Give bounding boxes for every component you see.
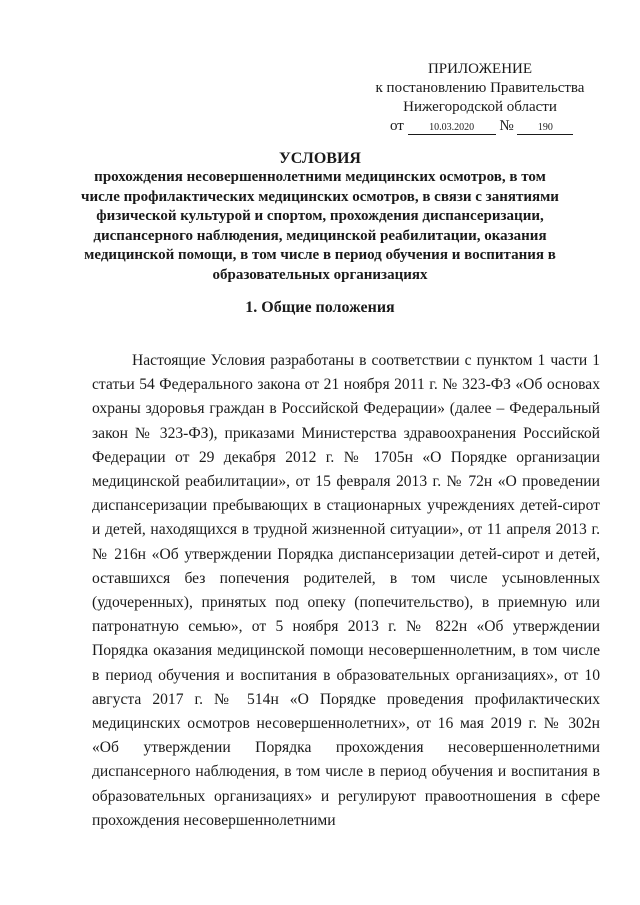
from-label: от bbox=[390, 118, 404, 134]
resolution-number: 190 bbox=[517, 122, 573, 135]
section-heading: 1. Общие положения bbox=[245, 299, 395, 316]
appendix-heading: ПРИЛОЖЕНИЕ bbox=[427, 61, 533, 77]
appendix-region-line: Нижегородской области bbox=[403, 99, 557, 115]
appendix-resolution-line: к постановлению Правительства bbox=[375, 80, 585, 96]
document-title: УСЛОВИЯ bbox=[279, 150, 361, 167]
resolution-date: 10.03.2020 bbox=[408, 122, 496, 135]
body-paragraph: Настоящие Условия разработаны в соответствии с пунктом 1 части 1 статьи 54 Федерального закона от 21 ноября 2011 г. № 323-ФЗ «Об основах охраны здоровья граждан в Российской Федерации» (далее – Федеральный закон № 323-ФЗ), приказами Министерства здравоохранения Российской Федерации от 29 декабря 2012 г. № 1705н «О Порядке организации медицинской реабилитации», от 15 февраля 2013 г. № 72н «О проведении диспансеризации пребывающих в стационарных учреждениях детей-сирот и детей, находящихся в трудной жизненной ситуации», от 11 апреля 2013 г. № 216н «Об утверждении Порядка диспансеризации детей-сирот и детей, оставшихся без попечения родителей, в том числе усыновленных (удочеренных), принятых под опеку (попечительство), в приемную или патронатную семью», от 5 ноября 2013 г. № 822н «Об утверждении Порядка оказания медицинской помощи несовершеннолетним, в том числе в период обучения и воспитания в образовательных организациях», от 10 августа 2017 г. № 514н «О Порядке проведения профилактических медицинских осмотров несовершеннолетних», от 16 мая 2019 г. № 302н «Об утверждении Порядка прохождения несовершеннолетними диспансерного наблюдения, в том числе в период обучения и воспитания в образовательных организациях» и регулируют правоотношения в сфере прохождения несовершеннолетними bbox=[92, 352, 600, 829]
number-sign: № bbox=[499, 118, 514, 134]
appendix-date-number-line bbox=[360, 117, 600, 136]
document-subtitle: прохождения несовершеннолетними медицинских осмотров, в том числе профилактических медицинских осмотров, в связи с занятиями физической культурой и спортом, прохождения диспансеризации, диспансерного наблюдения, медицинской реабилитации, оказания медицинской помощи, в том числе в период обучения и воспитания в образовательных организациях bbox=[81, 169, 559, 283]
appendix-block bbox=[360, 60, 600, 136]
